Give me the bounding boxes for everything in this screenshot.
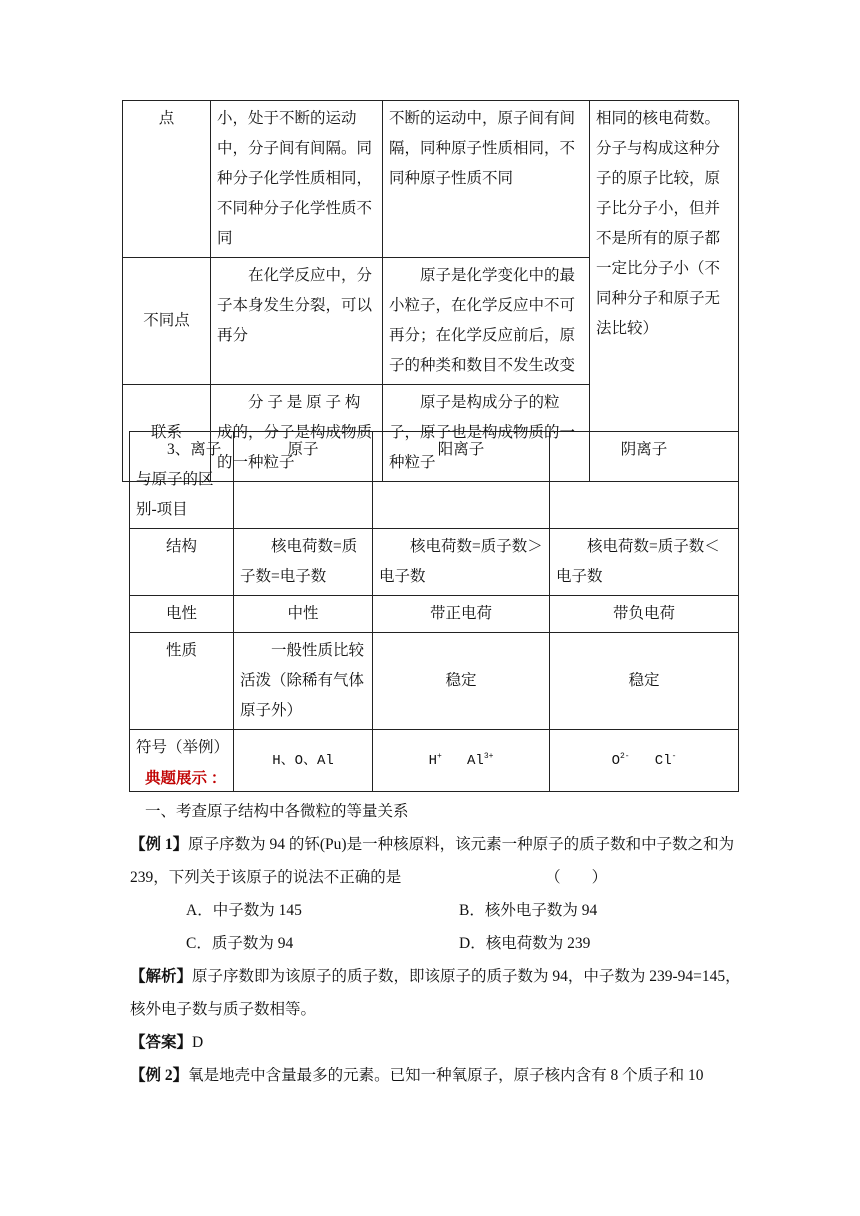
charge-label: 电性 bbox=[130, 596, 234, 633]
charge-anion: 带负电荷 bbox=[550, 596, 739, 633]
atom-cell: 不断的运动中，原子间有间隔，同种原子性质相同，不同种原子性质不同 bbox=[383, 101, 590, 258]
row-label-point: 点 bbox=[123, 101, 211, 258]
options-row-1 bbox=[130, 894, 750, 927]
section-title: 典题展示 ： bbox=[145, 770, 227, 787]
row-label-relation: 联系 bbox=[123, 385, 211, 482]
structure-atom: 核电荷数=质子数=电子数 bbox=[234, 529, 373, 596]
anion-cl-charge: - bbox=[671, 751, 677, 761]
anion-o-charge: 2- bbox=[619, 751, 630, 761]
options-row-2 bbox=[130, 927, 750, 960]
example-2-text: 氧是地壳中含量最多的元素。已知一种氧原子，原子核内含有 8 个质子和 10 bbox=[188, 1067, 704, 1084]
property-atom: 一般性质比较活泼（除稀有气体原子外） bbox=[234, 633, 373, 730]
option-c: C．质子数为 94 bbox=[186, 935, 294, 952]
analysis-1 bbox=[130, 960, 750, 1026]
document-body bbox=[130, 762, 750, 1092]
structure-cation: 核电荷数=质子数＞电子数 bbox=[373, 529, 550, 596]
structure-anion: 核电荷数=质子数＜电子数 bbox=[550, 529, 739, 596]
row-label-difference: 不同点 bbox=[123, 258, 211, 385]
property-label: 性质 bbox=[130, 633, 234, 730]
cation-h: H bbox=[428, 752, 437, 769]
example-1-tag: 【例 1】 bbox=[130, 836, 189, 853]
anion-cl: Cl bbox=[654, 752, 672, 769]
answer-paren: （ ） bbox=[545, 869, 608, 886]
cation-al-charge: 3+ bbox=[483, 751, 494, 761]
topic-heading: 一、考查原子结构中各微粒的等量关系 bbox=[145, 803, 409, 820]
anion-o: O bbox=[611, 752, 620, 769]
header-item: 3、离子与原子的区别-项目 bbox=[130, 432, 234, 529]
header-atom: 原子 bbox=[234, 432, 373, 529]
structure-label: 结构 bbox=[130, 529, 234, 596]
ion-atom-table bbox=[129, 431, 739, 792]
property-anion: 稳定 bbox=[550, 633, 739, 730]
symbol-label: 符号（举例） bbox=[130, 730, 234, 792]
answer-1 bbox=[130, 1026, 750, 1059]
molecule-atom-table bbox=[122, 100, 739, 482]
cation-h-charge: + bbox=[436, 751, 442, 761]
symbol-atom: H、O、Al bbox=[234, 730, 373, 792]
property-cation: 稳定 bbox=[373, 633, 550, 730]
header-anion: 阴离子 bbox=[550, 432, 739, 529]
charge-cation: 带正电荷 bbox=[373, 596, 550, 633]
cation-al: Al bbox=[467, 752, 484, 769]
molecule-cell: 小，处于不断的运动中，分子间有间隔。同种分子化学性质相同，不同种分子化学性质不同 bbox=[211, 101, 383, 258]
atom-cell: 原子是化学变化中的最小粒子，在化学反应中不可再分；在化学反应前后，原子的种类和数目不发生改变 bbox=[383, 258, 590, 385]
example-1-text: 原子序数为 94 的钚(Pu)是一种核原料，该元素一种原子的质子数和中子数之和为 239，下列关于该原子的说法不正确的是 bbox=[130, 836, 735, 886]
analysis-text: 原子序数即为该原子的质子数，即该原子的质子数为 94，中子数为 239-94=145，核外电子数与质子数相等。 bbox=[130, 968, 741, 1018]
analysis-tag: 【解析】 bbox=[130, 968, 193, 985]
example-2 bbox=[130, 1059, 750, 1092]
option-d: D．核电荷数为 239 bbox=[459, 935, 591, 952]
example-2-tag: 【例 2】 bbox=[130, 1067, 189, 1084]
example-1 bbox=[130, 828, 750, 894]
header-cation: 阳离子 bbox=[373, 432, 550, 529]
atom-cell: 原子是构成分子的粒子，原子也是构成物质的一种粒子 bbox=[383, 385, 590, 482]
answer-value: D bbox=[192, 1034, 204, 1051]
option-b: B．核外电子数为 94 bbox=[459, 902, 598, 919]
compare-cell: 相同的核电荷数。分子与构成这种分子的原子比较，原子比分子小，但并不是所有的原子都一定比分子小（不同种分子和原子无法比较） bbox=[590, 101, 739, 482]
molecule-cell: 分 子 是 原 子 构 成的，分子是构成物质的一种粒子 bbox=[211, 385, 383, 482]
answer-tag: 【答案】 bbox=[130, 1034, 193, 1051]
charge-atom: 中性 bbox=[234, 596, 373, 633]
option-a: A．中子数为 145 bbox=[186, 902, 302, 919]
molecule-cell: 在化学反应中，分子本身发生分裂，可以再分 bbox=[211, 258, 383, 385]
